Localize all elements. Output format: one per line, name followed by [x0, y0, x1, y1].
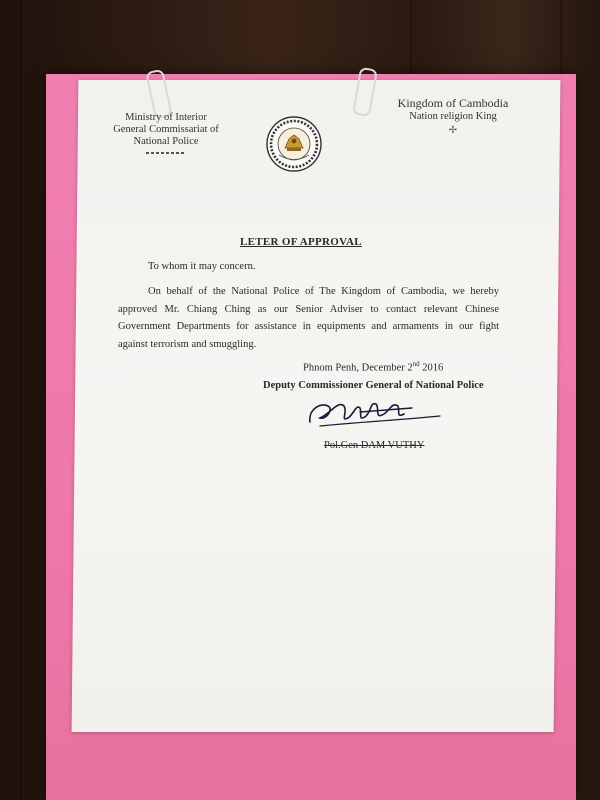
body-line: Government Departments for assistance in equipments and armaments in our fight [118, 321, 499, 332]
salutation: To whom it may concern. [148, 261, 256, 272]
police-emblem-icon [265, 115, 323, 173]
place-date-prefix: Phnom Penh, December 2 [303, 362, 413, 374]
letterhead-right [378, 96, 528, 136]
body-line: On behalf of the National Police of The Kingdom of Cambodia, we hereby [148, 286, 499, 297]
ministry-line: Ministry of Interior [125, 112, 207, 123]
letter-body [118, 283, 499, 353]
ornament-divider [146, 152, 186, 154]
letterhead-left [102, 112, 230, 154]
ministry-line: General Commissariat of [113, 124, 219, 135]
kingdom-motto: Nation religion King [409, 111, 497, 122]
body-line: against terrorism and smuggling. [118, 338, 257, 350]
letter-title: LETER OF APPROVAL [240, 236, 362, 248]
handwritten-signature [300, 392, 450, 432]
place-date-suffix: 2016 [419, 362, 444, 374]
place-date [303, 360, 443, 374]
ministry-line: National Police [133, 136, 199, 147]
signer-title: Deputy Commissioner General of National Police [263, 380, 484, 391]
place-date-sup: nd [412, 360, 420, 368]
body-line: approved Mr. Chiang Ching as our Senior Adviser to contact relevant Chinese [118, 303, 499, 315]
signer-name: Pol.Gen DAM VUTHY [324, 440, 425, 451]
ornament-icon: ✢ [448, 125, 458, 136]
kingdom-title: Kingdom of Cambodia [397, 96, 509, 110]
wood-grain [20, 0, 22, 800]
